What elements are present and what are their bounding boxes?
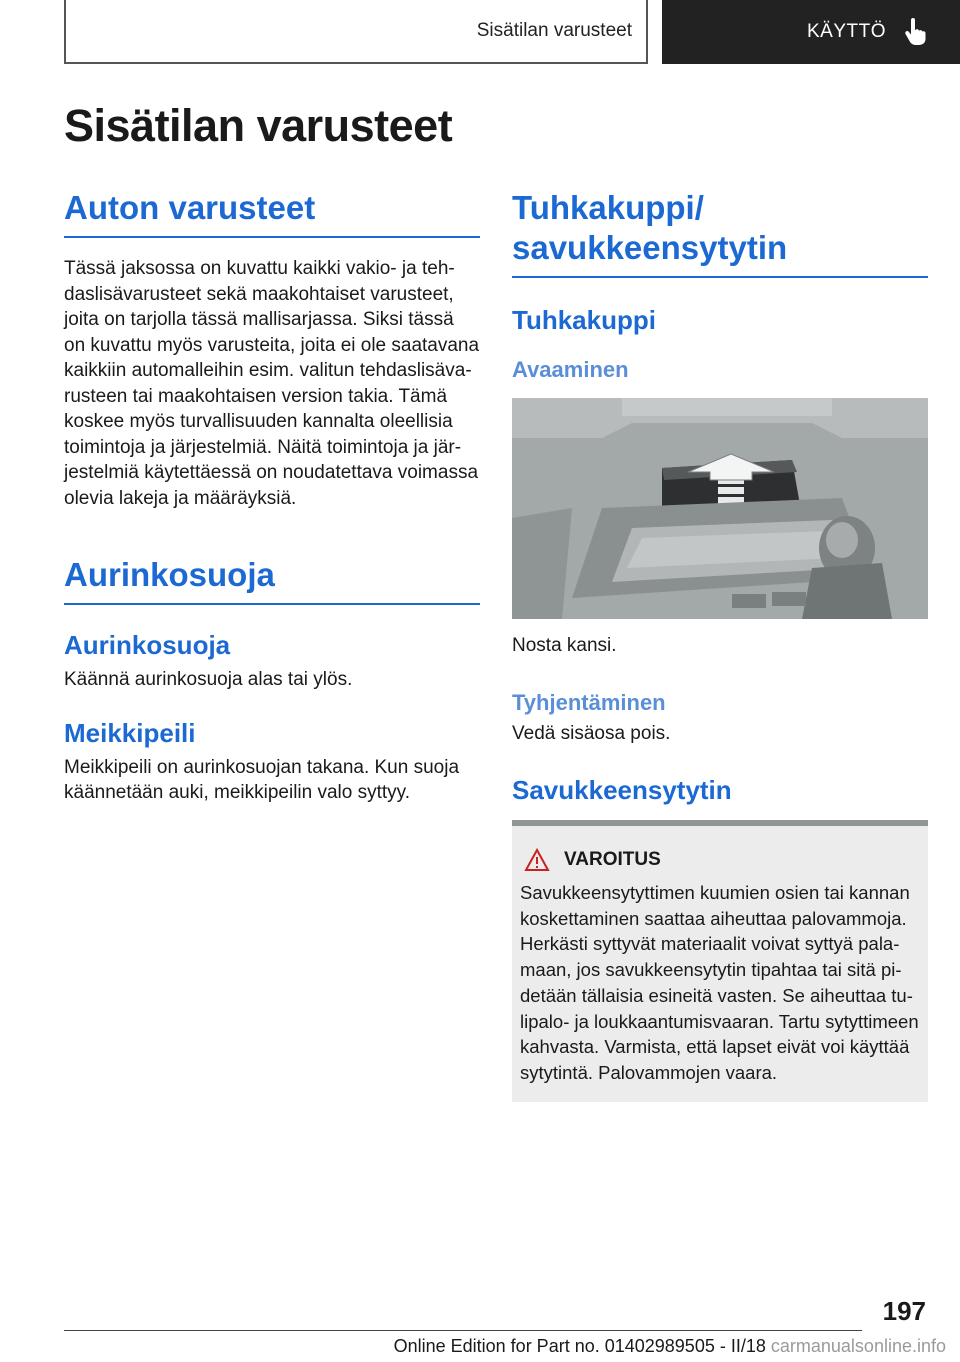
footer-divider [64,1330,862,1331]
edition-text: Online Edition for Part no. 01402989505 - II/18 [393,1336,766,1356]
heading-tyhjentaminen: Tyhjentäminen [512,689,666,715]
left-column [64,188,480,806]
subheading-aurinkosuoja: Aurinkosuoja [64,630,231,660]
text-tyhjentaminen: Vedä sisäosa pois. [512,722,671,744]
header-section-tab [64,0,648,64]
warning-label: VAROITUS [564,849,661,870]
section-title-tuhkakuppi-savukkeensytytin [512,188,928,278]
warning-box [512,820,928,1102]
page-number: 197 [882,1296,926,1326]
header-section-label: Sisätilan varusteet [476,20,632,41]
right-column [512,188,928,1102]
section-title-aurinkosuoja: Aurinkosuoja [64,555,480,605]
text-aurinkosuoja: Käännä aurinkosuoja alas tai ylös. [64,669,353,690]
text-meikkipeili: Meikkipeili on aurinkosuojan takana. Kun suoja käännetään auki, meikkipeilin valo syttyy. [64,756,460,803]
subheading-meikkipeili: Meikkipeili [64,717,196,748]
header-chapter-label: KÄYTTÖ [806,21,886,42]
section-title-line-1: Tuhkakuppi/ [512,189,704,226]
footer-edition [394,1336,946,1357]
subheading-tuhkakuppi: Tuhkakuppi [512,305,656,335]
section-text-auton-varusteet: Tässä jaksossa on kuvattu kaikki vakio- ja tehdaslisävarusteet sekä maakohtaiset varusteet, joita on tarjolla tässä mallisarjassa. Siksi tässä on kuvattu myös varusteita, joita ei ole saatavana kaikkiin automalleihin esim. valitun tehdaslisävarusteen tai maakohtaisen version takia. Tämä koskee myös turvallisuuden kannalta oleellisia toimintoja ja järjestelmiä. Näitä toimintoja ja järjestelmiä käytettäessä on noudatettava voimassa olevia lakeja ja määräyksiä. [64,258,480,509]
ashtray-drawing [512,398,928,619]
subheading-savukkeensytytin: Savukkeensytytin [512,775,732,805]
figure-caption: Nosta kansi. [512,635,617,656]
warning-triangle-icon [524,848,550,872]
section-title-line-2: savukkeensytytin [512,229,788,266]
ashtray-illustration [512,398,928,619]
watermark-text: carmanualsonline.info [770,1336,946,1356]
warning-header [520,848,920,872]
heading-avaaminen: Avaaminen [512,357,629,382]
header-chapter-tab [662,0,960,64]
page-title: Sisätilan varusteet [64,100,453,151]
pointing-hand-icon [904,18,926,46]
warning-text: Savukkeensytyttimen kuumien osien tai kannan koskettaminen saattaa aiheuttaa palovammoja. Herkästi syttyvät materiaalit voivat syttyä palamaan, jos savukkeensytytin tipahtaa tai sitä pidetään tällaisia esineitä vasten. Se aiheuttaa tulipalo- ja loukkaantumisvaaran. Tartu sytyttimeen kahvasta. Varmista, että lapset eivät voi käyttää sytytintä. Palovammojen vaara. [520,882,919,1083]
section-title-auton-varusteet: Auton varusteet [64,188,480,238]
